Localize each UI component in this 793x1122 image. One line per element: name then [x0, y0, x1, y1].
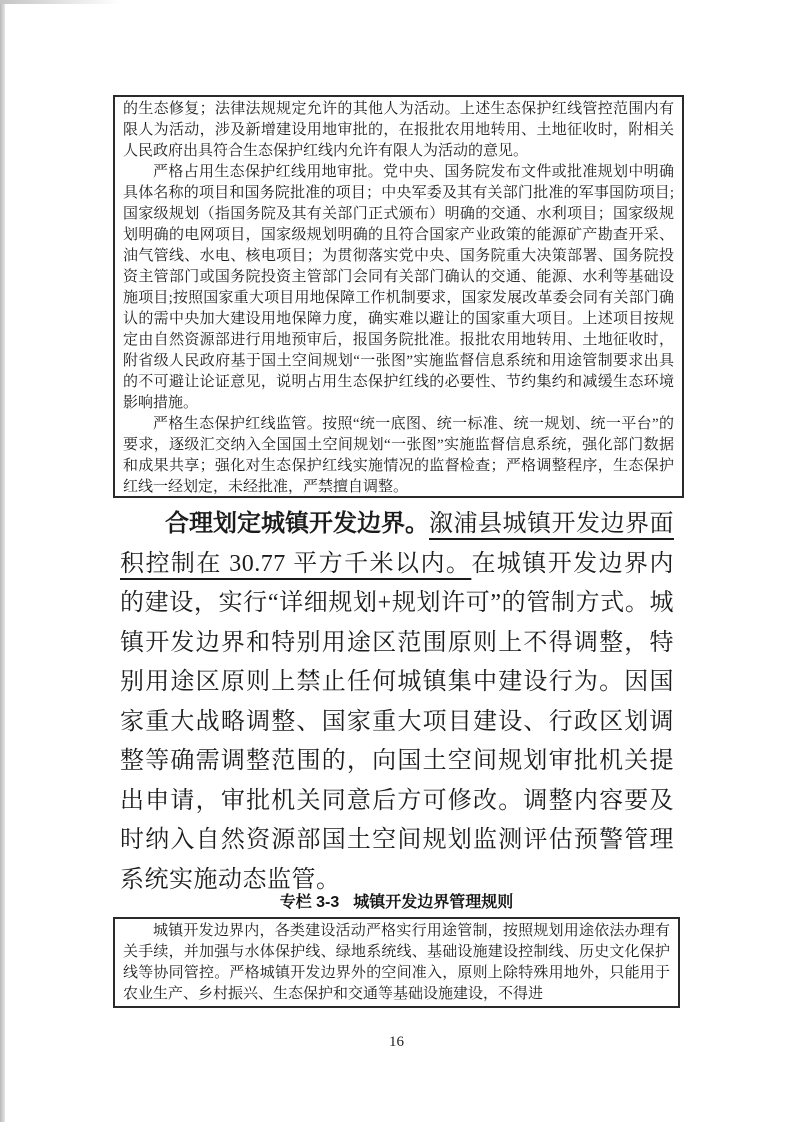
paragraph-underlined-text: 溆浦县城镇开发边界面积控制在 30.77 平方千米以内。 [120, 511, 674, 577]
paragraph-bold-lead: 合理划定城镇开发边界。 [165, 510, 429, 537]
urban-boundary-rules-box [113, 917, 680, 1008]
scan-corner-artifact [0, 0, 120, 4]
box1-paragraph-supervision: 严格生态保护红线监管。按照“统一底图、统一标准、统一规划、统一平台”的要求，逐级汇交纳入全国国土空间规划“一张图”实施监督信息系统，强化部门数据和成果共享；强化对生态保护红线实施情况的监督检查；严格调整程序，生态保护红线一经划定，未经批准，严禁擅自调整。 [123, 416, 674, 495]
panel-3-3-header [113, 891, 680, 915]
box1-paragraph-land-approval: 严格占用生态保护红线用地审批。党中央、国务院发布文件或批准规划中明确具体名称的项目和国务院批准的项目；中央军委及其有关部门批准的军事国防项目;国家级规划（指国务院及其有关部门正式颁布）明确的交通、水利项目；国家级规划明确的电网项目，国家级规划明确的且符合国家产业政策的能源矿产勘查开采、油气管线、水电、核电项目；为贯彻落实党中央、国务院重大决策部署、国务院投资主管部门或国务院投资主管部门会同有关部门确认的交通、能源、水利等基础设施项目;按照国家重大项目用地保障工作机制要求，国家发展改革委会同有关部门确认的需中央加大建设用地保障力度，确实难以避让的国家重大项目。上述项目按规定由自然资源部进行用地预审后，报国务院批准。报批农用地转用、土地征收时，附省级人民政府基于国土空间规划“一张图”实施监督信息系统和用途管制要求出具的不可避让论证意见，说明占用生态保护红线的必要性、节约集约和减缓生态环境影响措施。 [123, 164, 674, 411]
panel-number-label: 专栏 3-3 [279, 894, 340, 911]
page-number: 16 [389, 1034, 404, 1050]
ecological-redline-rules-box [113, 95, 684, 498]
box2-paragraph: 城镇开发边界内，各类建设活动严格实行用途管制，按照规划用途依法办理有关手续，并加强与水体保护线、绿地系统线、基础设施建设控制线、历史文化保护线等协同管控。严格城镇开发边界外的空间准入，原则上除特殊用地外，只能用于农业生产、乡村振兴、生态保护和交通等基础设施建设，不得进 [123, 923, 670, 1002]
box1-paragraph-continuation: 的生态修复；法律法规规定允许的其他人为活动。上述生态保护红线管控范围内有限人为活动，涉及新增建设用地审批的，在报批农用地转用、土地征收时，附相关人民政府出具符合生态保护红线内允许有限人为活动的意见。 [123, 101, 674, 159]
urban-boundary-paragraph [120, 504, 674, 900]
paragraph-body-text: 在城镇开发边界内的建设，实行“详细规划+规划许可”的管制方式。城镇开发边界和特别用途区范围原则上不得调整，特别用途区原则上禁止任何城镇集中建设行为。因国家重大战略调整、国家重大项目建设、行政区划调整等确需调整范围的，向国土空间规划审批机关提出申请，审批机关同意后方可修改。调整内容要及时纳入自然资源部国土空间规划监测评估预警管理系统实施动态监管。 [120, 550, 675, 893]
scan-edge-artifact [0, 0, 5, 1122]
panel-title: 城镇开发边界管理规则 [353, 894, 514, 911]
